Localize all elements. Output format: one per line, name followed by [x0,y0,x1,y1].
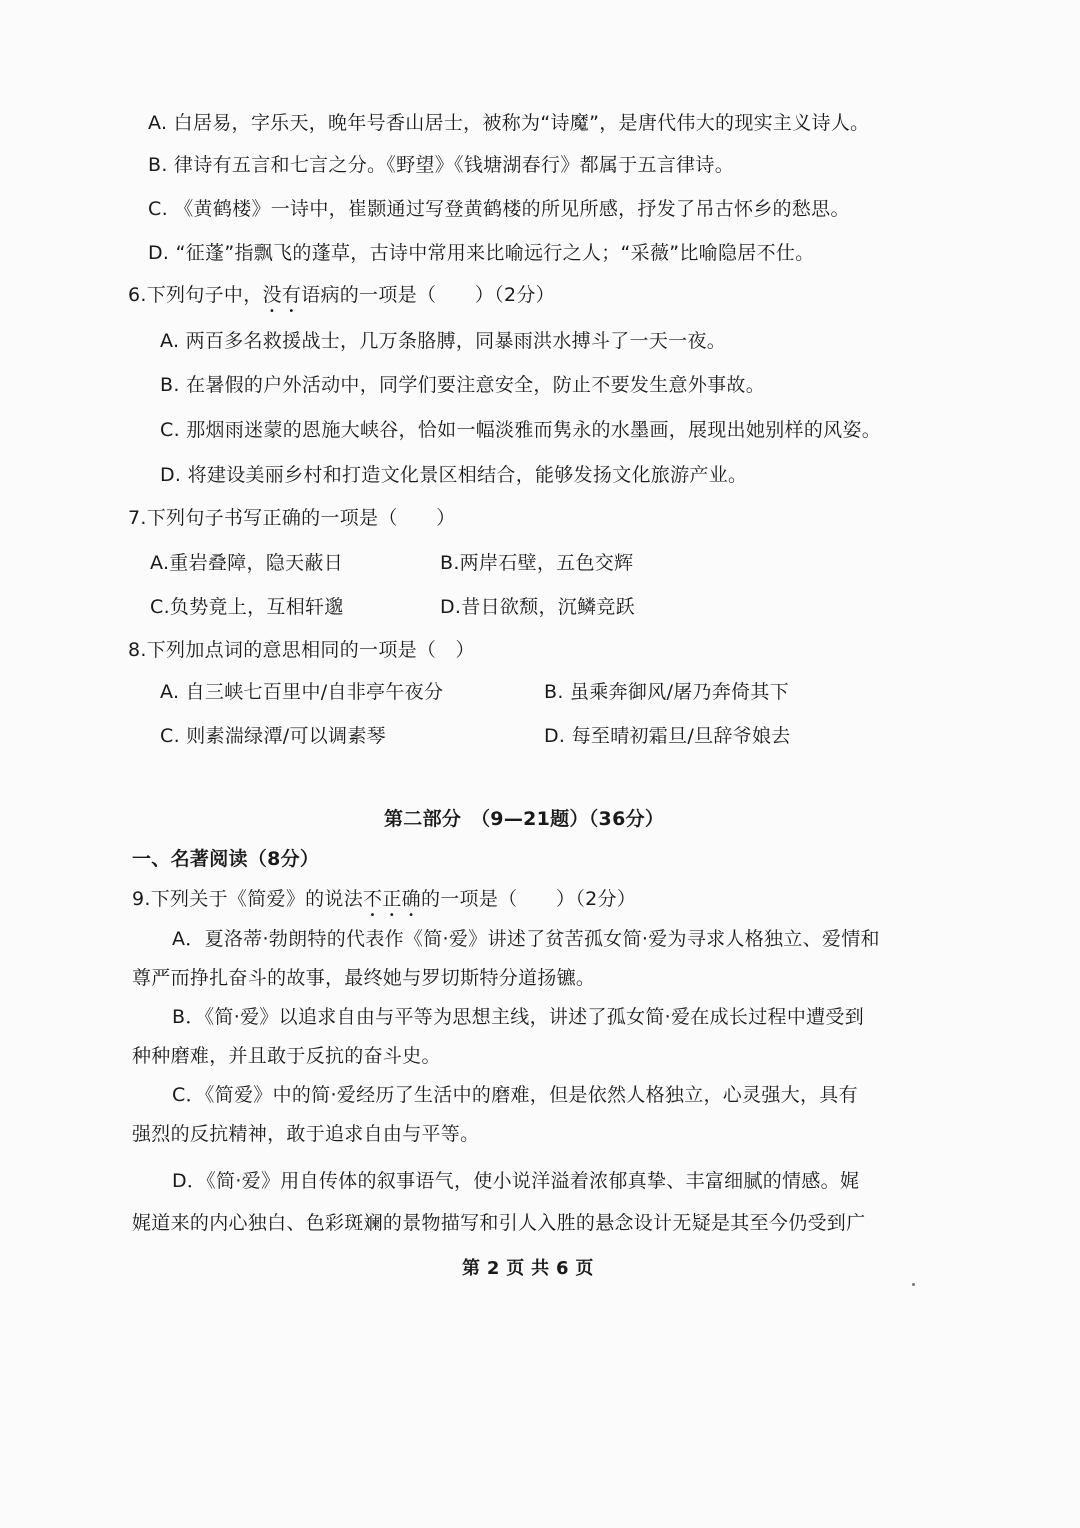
q9-stem-suffix: 的一项是（ ）（2分） [420,888,637,910]
q6-option-c[interactable]: C. 那烟雨迷蒙的恩施大峡谷，恰如一幅淡雅而隽永的水墨画，展现出她别样的风姿。 [160,419,882,441]
q5-option-b[interactable]: B. 律诗有五言和七言之分。《野望》《钱塘湖春行》都属于五言律诗。 [148,154,735,176]
q5-option-d[interactable]: D. “征蓬”指飘飞的蓬草，古诗中常用来比喻远行之人；“采薇”比喻隐居不仕。 [148,242,815,264]
q7-stem: 7.下列句子书写正确的一项是（ ） [128,507,456,529]
q9-stem-prefix: 9.下列关于《简爱》的说法 [132,888,364,910]
q7-option-b[interactable]: B.两岸石壁，五色交辉 [440,552,634,574]
q6-stem [128,282,555,317]
q8-stem: 8.下列加点词的意思相同的一项是（ ） [128,639,475,661]
q8-option-b[interactable]: B. 虽乘奔御风/屠乃奔倚其下 [544,681,790,703]
page-footer: 第 2 页 共 6 页 [462,1258,594,1279]
q7-option-c[interactable]: C.负势竟上，互相轩邈 [150,596,344,618]
q9-option-a-line2[interactable]: 尊严而挣扎奋斗的故事，最终她与罗切斯特分道扬镳。 [132,967,596,989]
scan-speck [912,1283,915,1286]
q9-option-d-line1[interactable]: D．《简·爱》用自传体的叙事语气，使小说洋溢着浓郁真挚、丰富细腻的情感。娓 [172,1170,860,1192]
q9-option-c-line2[interactable]: 强烈的反抗精神，敢于追求自由与平等。 [132,1123,480,1145]
q9-option-b-line2[interactable]: 种种磨难，并且敢于反抗的奋斗史。 [132,1045,441,1067]
q9-stem-emphasis: 不正确 [363,888,421,910]
q6-stem-suffix: 语病的一项是（ ）（2分） [301,284,555,306]
q6-stem-emphasis: 没有 [262,284,302,306]
q9-option-c-line1[interactable]: C．《简爱》中的简·爱经历了生活中的磨难，但是依然人格独立，心灵强大，具有 [172,1084,858,1106]
q9-stem [132,886,636,921]
q6-stem-prefix: 6.下列句子中， [128,284,263,306]
q5-option-c[interactable]: C. 《黄鹤楼》一诗中，崔颢通过写登黄鹤楼的所见所感，抒发了吊古怀乡的愁思。 [148,198,850,220]
q6-option-d[interactable]: D. 将建设美丽乡村和打造文化景区相结合，能够发扬文化旅游产业。 [160,464,748,486]
q9-option-d-line2[interactable]: 娓道来的内心独白、色彩斑斓的景物描写和引人入胜的悬念设计无疑是其至今仍受到广 [132,1212,866,1234]
q5-option-a[interactable]: A. 白居易，字乐天，晚年号香山居士，被称为“诗魔”，是唐代伟大的现实主义诗人。 [148,112,870,134]
q9-option-b-line1[interactable]: B．《简·爱》以追求自由与平等为思想主线，讲述了孤女简·爱在成长过程中遭受到 [172,1006,865,1028]
q8-option-d[interactable]: D. 每至晴初霜旦/旦辞爷娘去 [544,725,791,747]
q9-option-a-line1[interactable]: A．夏洛蒂·勃朗特的代表作《简·爱》讲述了贫苦孤女简·爱为寻求人格独立、爱情和 [172,928,880,950]
part2-title: 第二部分 （9—21题）（36分） [384,808,665,830]
q7-option-a[interactable]: A.重岩叠障，隐天蔽日 [150,552,344,574]
q6-option-a[interactable]: A. 两百多名救援战士，几万条胳膊，同暴雨洪水搏斗了一天一夜。 [160,330,727,352]
q8-option-a[interactable]: A. 自三峡七百里中/自非亭午夜分 [160,681,444,703]
section1-title: 一、名著阅读（8分） [132,848,320,870]
q6-option-b[interactable]: B. 在暑假的户外活动中，同学们要注意安全，防止不要发生意外事故。 [160,374,766,396]
q8-option-c[interactable]: C. 则素湍绿潭/可以调素琴 [160,725,386,747]
q7-option-d[interactable]: D.昔日欲颓，沉鳞竞跃 [440,596,635,618]
